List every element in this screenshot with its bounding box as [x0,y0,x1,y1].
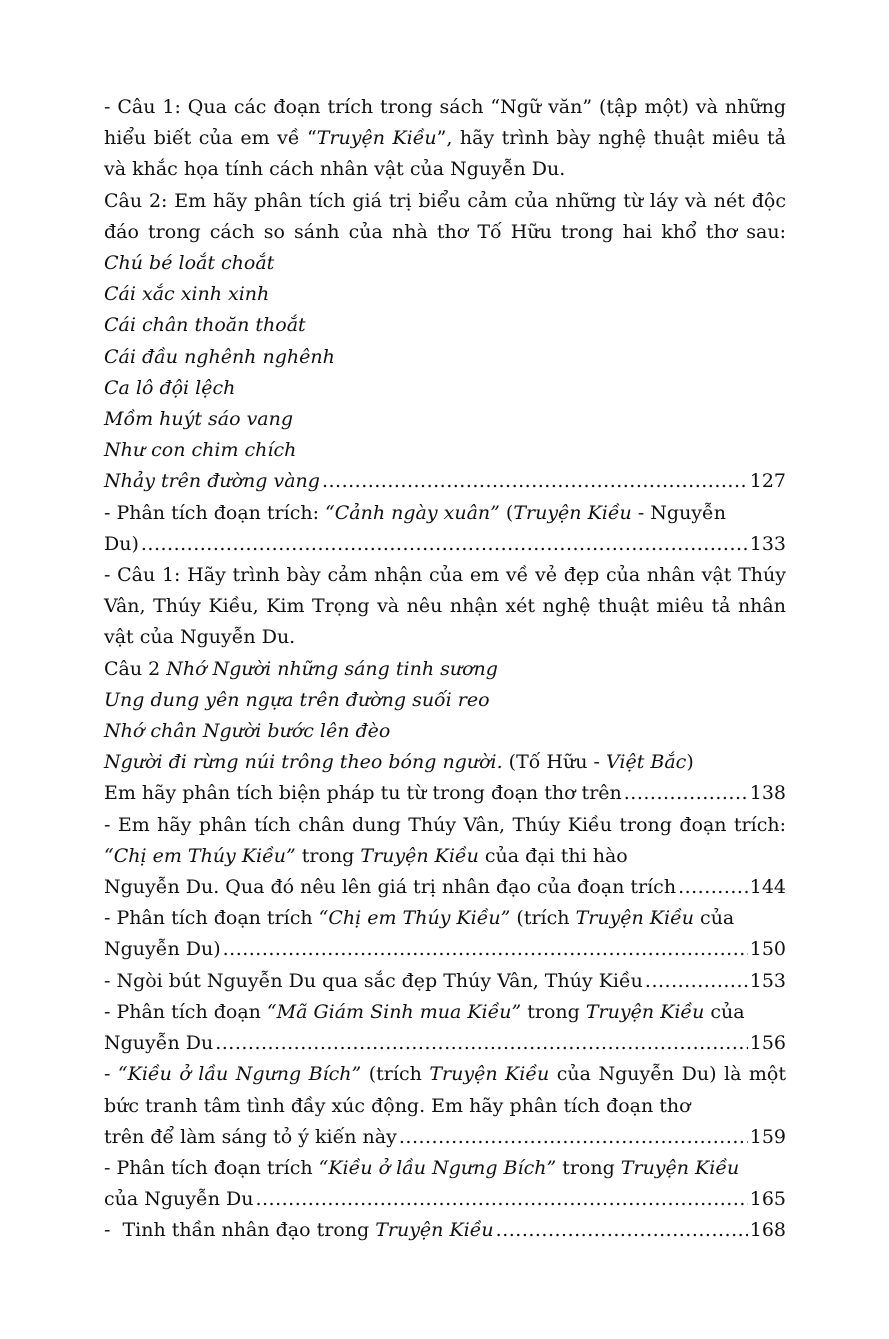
toc-entry-2 [104,186,786,498]
entry-7-text-part: của [694,907,735,930]
entry-10-text-part: - [104,1063,118,1086]
entry-2-first-verse: Chú bé loắt choắt [104,252,275,275]
dot-leader [624,778,748,809]
entry-5-source: (Tố Hữu - [502,751,606,774]
entry-5-first-line [104,654,786,685]
page-number: 138 [749,782,786,805]
page-number: 127 [749,470,786,493]
entry-6-tail: Nguyễn Du. Qua đó nêu lên giá trị nhân đạo của đoạn trích [104,876,677,899]
entry-5-toc-line [104,778,786,809]
entry-10-text-part: (trích [361,1063,430,1086]
entry-5-source-work: Việt Bắc [605,751,687,774]
entry-7-work-title: Truyện Kiều [575,907,695,930]
entry-11-excerpt-title: “Kiều ở lầu Ngưng Bích” [318,1156,557,1179]
entry-3-excerpt-title: “Cảnh ngày xuân” [325,501,500,524]
entry-6-excerpt-title: “Chị em Thúy Kiều” [104,844,296,867]
entry-11-text [104,1153,786,1184]
entry-2-verse-line: Cái chân thoăn thoắt [104,314,306,337]
entry-3-toc-line [104,529,786,560]
entry-11-toc-line [104,1184,786,1215]
toc-entry-1 [104,92,786,186]
entry-6-text-part: trong [295,844,361,867]
entry-1-text: - Câu 1: Qua các đoạn trích trong sách “Ngữ văn” (tập một) và những hiểu biết của em về “ [104,96,786,150]
entry-3-text-part: - Nguyễn [631,501,726,524]
entry-10-text-part: của Nguyễn Du) là một bức tranh tâm tình đầy xúc động. Em hãy phân tích đoạn thơ [104,1063,786,1117]
entry-8-text: - Ngòi bút Nguyễn Du qua sắc đẹp Thúy Vân, Thúy Kiều [104,969,643,992]
entry-10-tail: trên để làm sáng tỏ ý kiến này [104,1125,397,1148]
entry-6-toc-line [104,872,786,903]
entry-2-verse-line: Như con chim chích [104,439,297,462]
entry-5-label: Câu 2 [104,657,167,680]
entry-5-verse-line: Ung dung yên ngựa trên đường suối reo [104,688,490,711]
entry-3-text-part: - Phân tích đoạn trích: [104,501,326,524]
toc-entry-5 [104,654,786,810]
dot-leader [322,466,748,497]
entry-9-work-title: Truyện Kiều [585,1000,705,1023]
entry-6-text-part: của đại thi hào [478,844,628,867]
entry-11-work-title: Truyện Kiều [620,1156,740,1179]
entry-5-verse-line: Nhớ chân Người bước lên đèo [104,720,391,743]
entry-7-text [104,903,786,934]
entry-12-work-title: Truyện Kiều [375,1219,494,1242]
entry-2-toc-line [104,466,786,497]
toc-entry-12 [104,1215,786,1246]
entry-11-text-part: trong [556,1156,621,1179]
entry-10-work-title: Truyện Kiều [429,1063,550,1086]
dot-leader [399,1122,748,1153]
entry-3-text-part: ( [499,501,514,524]
toc-entry-6 [104,810,786,904]
entry-7-tail: Nguyễn Du) [104,938,221,961]
entry-12-text: - Tinh thần nhân đạo trong [104,1219,376,1242]
page-number: 168 [749,1219,786,1242]
toc-entry-11 [104,1153,786,1215]
toc-entry-3 [104,498,786,560]
entry-2-verse-line: Ca lô đội lệch [104,376,236,399]
entry-6-text [104,810,786,872]
entry-2-intro: Câu 2: Em hãy phân tích giá trị biểu cảm của những từ láy và nét độc đáo trong cách so sánh của nhà thơ Tố Hữu trong hai khổ thơ sau: [104,189,786,243]
entry-5-last-verse: Người đi rừng núi trông theo bóng người. [104,751,503,774]
dot-leader [678,872,748,903]
entry-7-toc-line [104,934,786,965]
entry-5-last-verse-line [104,747,786,778]
entry-7-text-part: - Phân tích đoạn trích [104,907,319,930]
dot-leader [141,529,748,560]
page-number: 165 [749,1188,786,1211]
toc-entry-10 [104,1059,786,1153]
page-number: 156 [749,1032,786,1055]
dot-leader [255,1184,747,1215]
entry-9-excerpt-title: “Mã Giám Sinh mua Kiều” [266,1000,522,1023]
entry-3-text [104,498,786,529]
dot-leader [215,1028,748,1059]
page-number: 159 [749,1125,786,1148]
toc-entry-7 [104,903,786,965]
entry-11-tail: của Nguyễn Du [104,1188,254,1211]
entry-3-tail: Du) [104,532,139,555]
entry-2-verse-line: Mồm huýt sáo vang [104,408,294,431]
toc-entry-4: - Câu 1: Hãy trình bày cảm nhận của em về vẻ đẹp của nhân vật Thúy Vân, Thúy Kiều, Kim Trọng và nêu nhận xét nghệ thuật miêu tả nhân vật của Nguyễn Du. [104,564,786,649]
entry-1-text-end: ”, hãy trình bày nghệ thuật miêu tả và khắc họa tính cách nhân vật của Nguyễn Du. [104,127,787,181]
entry-7-text-part: (trích [510,907,576,930]
entry-2-question [104,186,786,280]
entry-7-excerpt-title: “Chị em Thúy Kiều” [318,907,511,930]
table-of-contents [104,92,786,1247]
entry-1-work-title: Truyện Kiều [316,127,437,150]
entry-9-toc-line [104,1028,786,1059]
dot-leader [645,966,748,997]
entry-9-tail: Nguyễn Du [104,1032,214,1055]
dot-leader [223,934,748,965]
toc-entry-9 [104,997,786,1059]
entry-6-text-part: - Em hãy phân tích chân dung Thúy Vân, Thúy Kiều trong đoạn trích: [104,813,786,836]
page-number: 133 [749,532,786,555]
entry-9-text-part: của [704,1000,745,1023]
entry-6-work-title: Truyện Kiều [360,844,479,867]
entry-9-text [104,997,786,1028]
entry-10-excerpt-title: “Kiều ở lầu Ngưng Bích” [117,1063,362,1086]
entry-2-last-verse: Nhảy trên đường vàng [104,470,320,493]
entry-10-text [104,1059,786,1121]
toc-entry-8 [104,966,786,997]
entry-3-work-title: Truyện Kiều [513,501,632,524]
entry-9-text-part: trong [521,1000,586,1023]
page-number: 153 [749,969,786,992]
entry-2-verse-line: Cái đầu nghênh nghênh [104,345,335,368]
dot-leader [496,1215,748,1246]
entry-5-question: Em hãy phân tích biện pháp tu từ trong đoạn thơ trên [104,782,622,805]
page-number: 150 [749,938,786,961]
entry-11-text-part: - Phân tích đoạn trích [104,1156,319,1179]
entry-10-toc-line [104,1122,786,1153]
entry-5-first-verse: Nhớ Người những sáng tinh sương [166,657,498,680]
entry-5-source-end: ) [686,751,694,774]
entry-9-text-part: - Phân tích đoạn [104,1000,267,1023]
entry-2-verse-line: Cái xắc xinh xinh [104,283,270,306]
page-number: 144 [749,876,786,899]
